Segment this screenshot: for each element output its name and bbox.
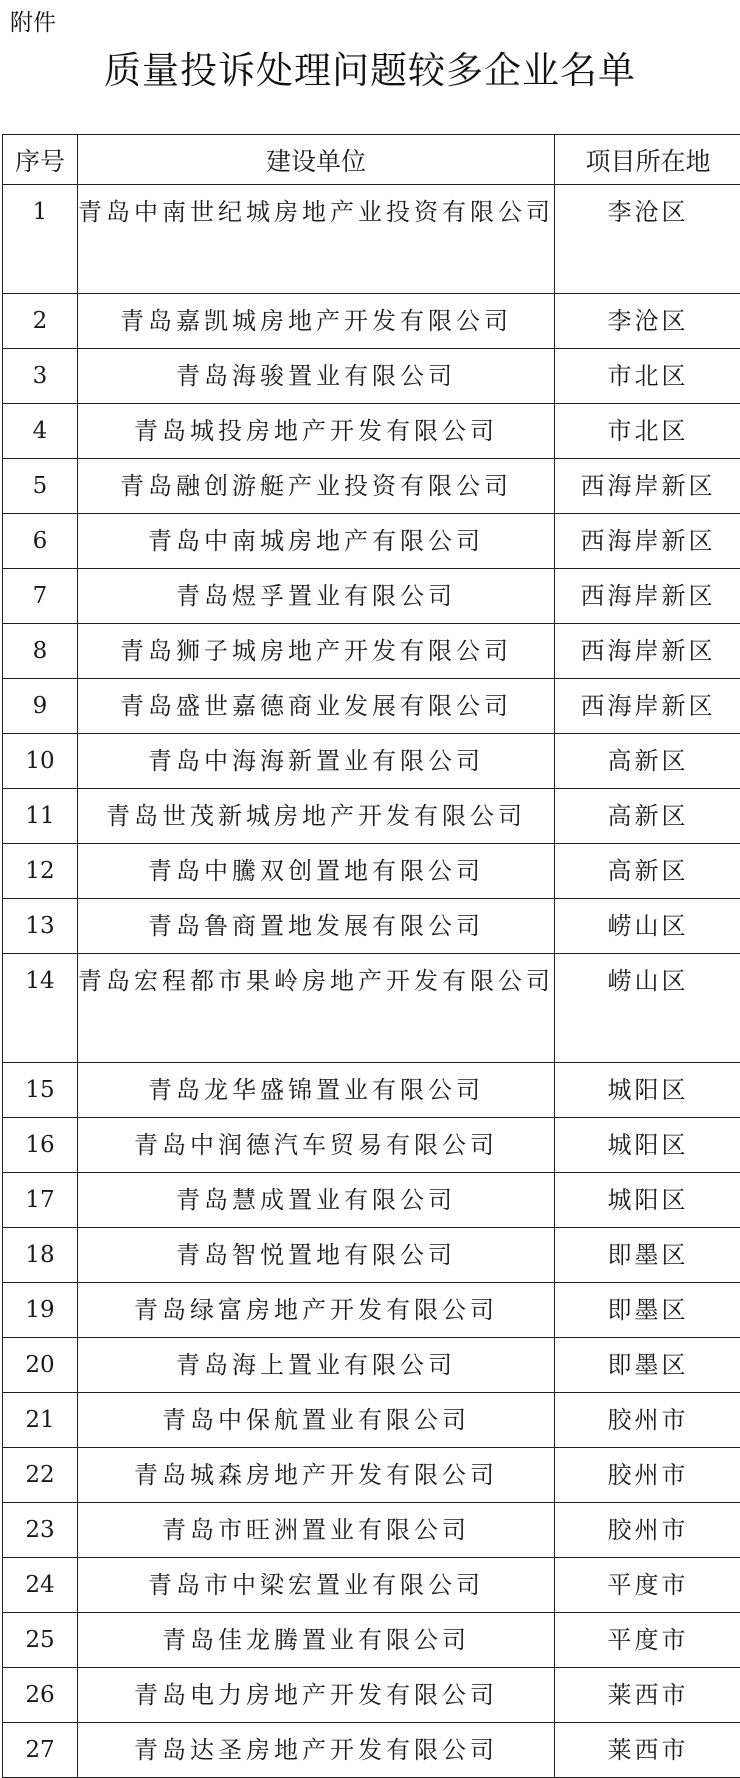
row-company-name: 青岛中南城房地产有限公司 (78, 514, 555, 569)
table-row (3, 1173, 740, 1228)
row-district: 胶州市 (555, 1393, 740, 1448)
row-district: 崂山区 (555, 954, 740, 1063)
row-company-name: 青岛嘉凯城房地产开发有限公司 (78, 294, 555, 349)
table-row (3, 349, 740, 404)
row-number: 4 (3, 404, 78, 459)
row-number: 27 (3, 1723, 78, 1778)
row-number: 24 (3, 1558, 78, 1613)
row-district: 市北区 (555, 349, 740, 404)
row-district: 李沧区 (555, 294, 740, 349)
row-company-name: 青岛达圣房地产开发有限公司 (78, 1723, 555, 1778)
table-row (3, 514, 740, 569)
table-row (3, 789, 740, 844)
row-company-name: 青岛中騰双创置地有限公司 (78, 844, 555, 899)
row-district: 胶州市 (555, 1448, 740, 1503)
header-serial-number: 序号 (3, 135, 78, 185)
row-number: 23 (3, 1503, 78, 1558)
row-company-name: 青岛城森房地产开发有限公司 (78, 1448, 555, 1503)
table-row (3, 459, 740, 514)
row-company-name: 青岛慧成置业有限公司 (78, 1173, 555, 1228)
row-district: 胶州市 (555, 1503, 740, 1558)
row-number: 26 (3, 1668, 78, 1723)
row-number: 3 (3, 349, 78, 404)
row-company-name: 青岛中保航置业有限公司 (78, 1393, 555, 1448)
table-row (3, 1228, 740, 1283)
row-number: 1 (3, 185, 78, 294)
row-number: 14 (3, 954, 78, 1063)
row-number: 2 (3, 294, 78, 349)
row-district: 崂山区 (555, 899, 740, 954)
row-company-name: 青岛佳龙腾置业有限公司 (78, 1613, 555, 1668)
row-number: 16 (3, 1118, 78, 1173)
row-company-name: 青岛盛世嘉德商业发展有限公司 (78, 679, 555, 734)
table-row (3, 1063, 740, 1118)
header-project-location: 项目所在地 (555, 135, 740, 185)
row-company-name: 青岛龙华盛锦置业有限公司 (78, 1063, 555, 1118)
row-district: 莱西市 (555, 1723, 740, 1778)
row-number: 15 (3, 1063, 78, 1118)
row-company-name: 青岛鲁商置地发展有限公司 (78, 899, 555, 954)
row-number: 19 (3, 1283, 78, 1338)
row-district: 即墨区 (555, 1283, 740, 1338)
table-row (3, 1448, 740, 1503)
table-row (3, 1613, 740, 1668)
row-district: 平度市 (555, 1613, 740, 1668)
row-district: 西海岸新区 (555, 459, 740, 514)
row-company-name: 青岛中海海新置业有限公司 (78, 734, 555, 789)
table-row (3, 1668, 740, 1723)
table-row (3, 404, 740, 459)
row-company-name: 青岛煜孚置业有限公司 (78, 569, 555, 624)
row-company-name: 青岛智悦置地有限公司 (78, 1228, 555, 1283)
row-district: 市北区 (555, 404, 740, 459)
row-district: 城阳区 (555, 1063, 740, 1118)
table-row (3, 679, 740, 734)
row-company-name: 青岛融创游艇产业投资有限公司 (78, 459, 555, 514)
row-number: 7 (3, 569, 78, 624)
table-row (3, 954, 740, 1063)
row-company-name: 青岛中南世纪城房地产业投资有限公司 (78, 185, 555, 294)
row-number: 9 (3, 679, 78, 734)
table-row (3, 1503, 740, 1558)
row-district: 城阳区 (555, 1173, 740, 1228)
table-row (3, 734, 740, 789)
row-district: 西海岸新区 (555, 569, 740, 624)
row-district: 李沧区 (555, 185, 740, 294)
table-row (3, 1558, 740, 1613)
table-row (3, 1338, 740, 1393)
row-company-name: 青岛中润德汽车贸易有限公司 (78, 1118, 555, 1173)
row-number: 8 (3, 624, 78, 679)
row-company-name: 青岛海骏置业有限公司 (78, 349, 555, 404)
row-number: 12 (3, 844, 78, 899)
table-row (3, 1723, 740, 1778)
row-company-name: 青岛绿富房地产开发有限公司 (78, 1283, 555, 1338)
row-district: 高新区 (555, 844, 740, 899)
row-number: 20 (3, 1338, 78, 1393)
table-row (3, 1393, 740, 1448)
row-number: 25 (3, 1613, 78, 1668)
table-row (3, 1283, 740, 1338)
row-number: 10 (3, 734, 78, 789)
row-number: 11 (3, 789, 78, 844)
table-row (3, 1118, 740, 1173)
table-row (3, 899, 740, 954)
row-district: 高新区 (555, 734, 740, 789)
row-district: 城阳区 (555, 1118, 740, 1173)
table-row (3, 569, 740, 624)
row-company-name: 青岛海上置业有限公司 (78, 1338, 555, 1393)
attachment-label: 附件 (10, 4, 56, 37)
row-district: 西海岸新区 (555, 624, 740, 679)
row-number: 5 (3, 459, 78, 514)
row-number: 13 (3, 899, 78, 954)
page-title: 质量投诉处理问题较多企业名单 (0, 40, 740, 94)
row-district: 西海岸新区 (555, 679, 740, 734)
row-company-name: 青岛市中梁宏置业有限公司 (78, 1558, 555, 1613)
row-district: 即墨区 (555, 1228, 740, 1283)
table-row (3, 185, 740, 294)
row-number: 21 (3, 1393, 78, 1448)
table-body (3, 185, 740, 1778)
table-row (3, 294, 740, 349)
row-company-name: 青岛世茂新城房地产开发有限公司 (78, 789, 555, 844)
table-row (3, 844, 740, 899)
table-row (3, 624, 740, 679)
row-number: 6 (3, 514, 78, 569)
row-company-name: 青岛电力房地产开发有限公司 (78, 1668, 555, 1723)
table-header-row (3, 135, 740, 185)
row-company-name: 青岛城投房地产开发有限公司 (78, 404, 555, 459)
row-district: 莱西市 (555, 1668, 740, 1723)
row-district: 即墨区 (555, 1338, 740, 1393)
row-district: 西海岸新区 (555, 514, 740, 569)
row-company-name: 青岛狮子城房地产开发有限公司 (78, 624, 555, 679)
company-table (2, 134, 740, 1778)
row-number: 22 (3, 1448, 78, 1503)
row-district: 平度市 (555, 1558, 740, 1613)
row-number: 18 (3, 1228, 78, 1283)
row-company-name: 青岛市旺洲置业有限公司 (78, 1503, 555, 1558)
row-district: 高新区 (555, 789, 740, 844)
header-construction-unit: 建设单位 (78, 135, 555, 185)
row-number: 17 (3, 1173, 78, 1228)
row-company-name: 青岛宏程都市果岭房地产开发有限公司 (78, 954, 555, 1063)
